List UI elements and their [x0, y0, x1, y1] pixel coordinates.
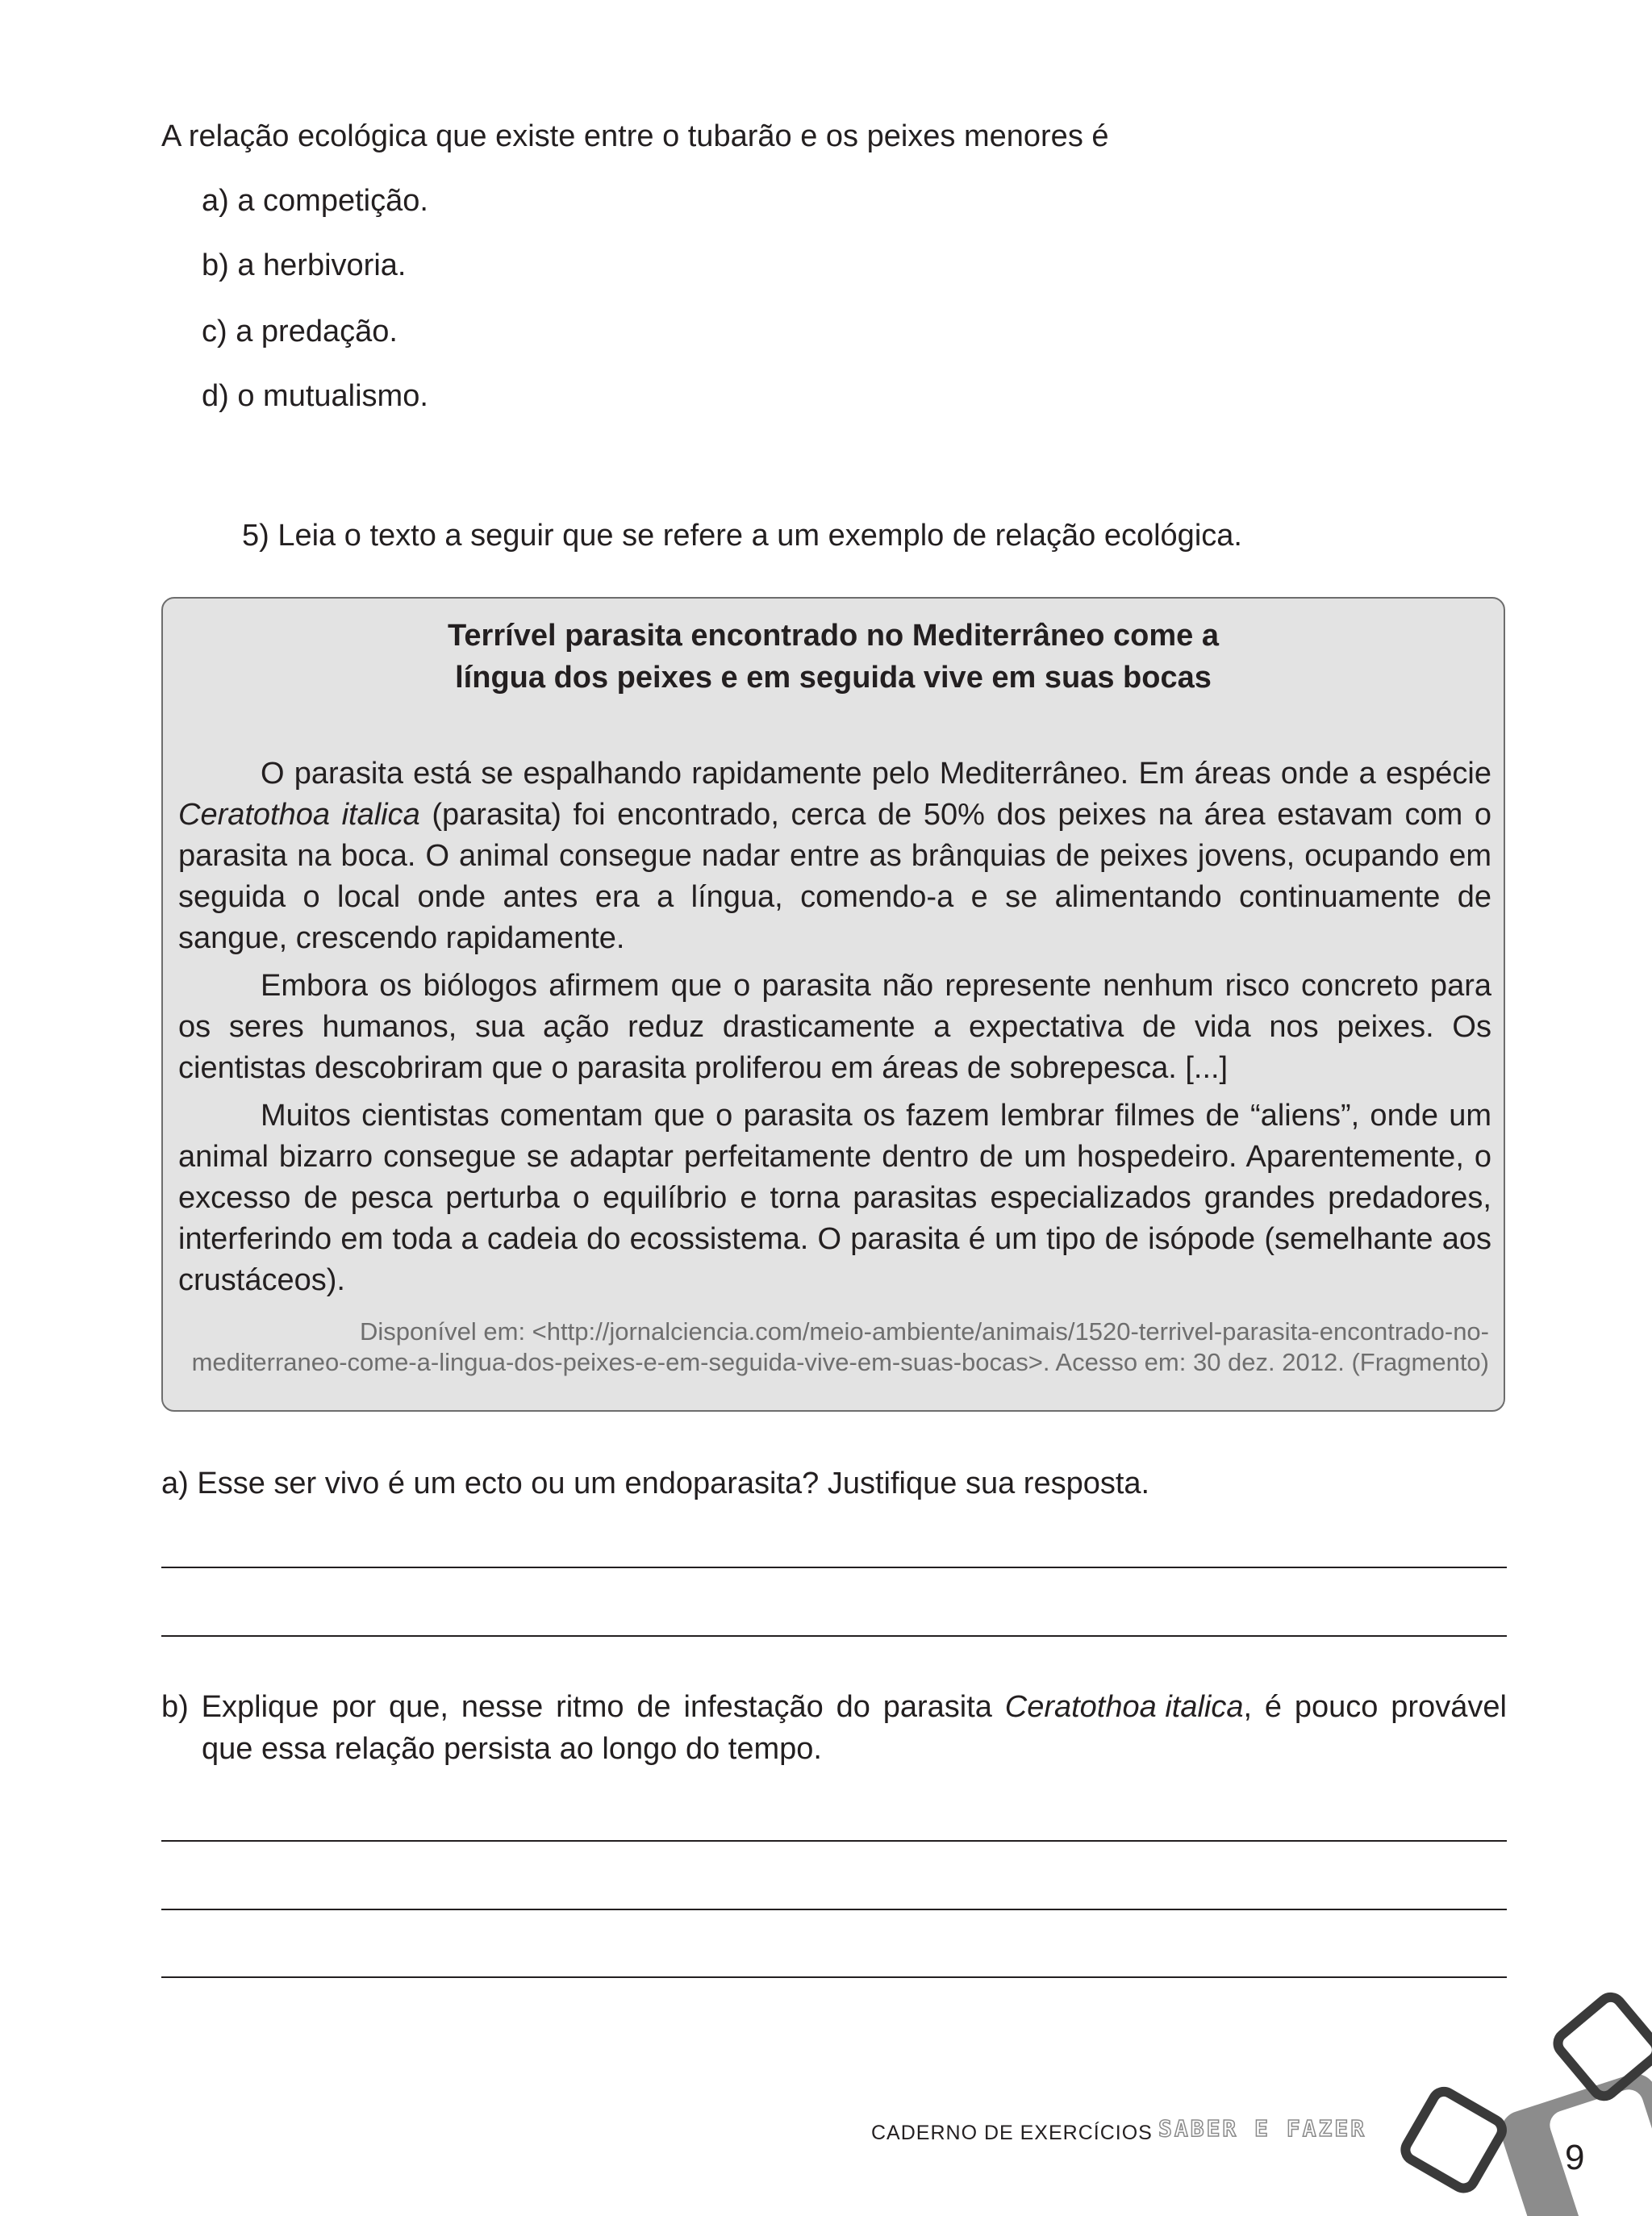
- item-b-species-group: [1005, 1686, 1252, 1728]
- answer-line-b-3: [161, 1976, 1507, 1978]
- option-a: a) a competição.: [202, 184, 428, 218]
- footer-brand-logo: SABER E FAZER: [1158, 2115, 1367, 2142]
- article-paragraph-2: Embora os biólogos afirmem que o parasita não represente nenhum risco concreto para os seres humanos, sua ação reduz drasticamente a expectativa de vida nos peixes. Os cientistas descobriram que o parasita proliferou em áreas de sobrepesca. [...]: [178, 969, 1491, 1085]
- item-b-word: pouco: [1294, 1690, 1379, 1724]
- option-d: d) o mutualismo.: [202, 379, 428, 413]
- article-source: [150, 1317, 1489, 1378]
- item-b-word: b): [161, 1690, 189, 1724]
- item-b-word: de: [636, 1690, 671, 1724]
- option-c: c) a predação.: [202, 315, 398, 348]
- answer-line-b-2: [161, 1909, 1507, 1910]
- item-b-line-1: [161, 1686, 1507, 1728]
- answer-line-a-2: [161, 1635, 1507, 1637]
- item-b-word: por: [332, 1690, 377, 1724]
- article-title: [163, 615, 1504, 699]
- answer-line-b-1: [161, 1840, 1507, 1842]
- article-paragraph-1-end: (parasita) foi encontrado, cerca de 50% dos peixes na área estavam com o parasita na boca. O animal consegue nadar entre as brânquias de peixes jovens, ocupando em seguida o local onde antes era a língua, comendo-a e se alimentando continuamente de sangue, crescendo rapidamente.: [178, 798, 1491, 955]
- item-a-question: a) Esse ser vivo é um ecto ou um endoparasita? Justifique sua resposta.: [161, 1467, 1150, 1500]
- question-5-prompt: 5) Leia o texto a seguir que se refere a um exemplo de relação ecológica.: [242, 519, 1242, 553]
- article-source-line-1: Disponível em: <http://jornalciencia.com/meio-ambiente/animais/1520-terrivel-parasita-encontrado-no-: [360, 1317, 1489, 1346]
- item-b-word: provável: [1391, 1690, 1507, 1724]
- item-b-word: ,: [1243, 1690, 1253, 1724]
- page-number: 9: [1565, 2138, 1585, 2177]
- article-body: [178, 753, 1491, 1308]
- item-b-word: do: [836, 1690, 870, 1724]
- item-b-question: [161, 1686, 1507, 1770]
- species-name: Ceratothoa italica: [1004, 1690, 1244, 1724]
- corner-square-left: [1401, 2088, 1506, 2193]
- footer-label: CADERNO DE EXERCÍCIOS: [871, 2122, 1153, 2144]
- option-b: b) a herbivoria.: [202, 248, 407, 282]
- item-b-word: Explique: [201, 1690, 319, 1724]
- corner-squares-decoration: [1395, 1984, 1652, 2216]
- item-b-word: nesse: [461, 1690, 544, 1724]
- answer-line-a-1: [161, 1567, 1507, 1568]
- item-b-word: que,: [389, 1690, 448, 1724]
- article-paragraph-3: Muitos cientistas comentam que o parasita os fazem lembrar filmes de “aliens”, onde um animal bizarro consegue se adaptar perfeitamente dentro de um hospedeiro. Aparentemente, o excesso de pesca perturba o equilíbrio e torna parasitas especializados grandes predadores, interferindo em toda a cadeia do ecossistema. O parasita é um tipo de isópode (semelhante aos crustáceos).: [178, 1099, 1491, 1297]
- item-b-word: ritmo: [556, 1690, 624, 1724]
- item-b-line-2: que essa relação persista ao longo do tempo.: [202, 1732, 822, 1766]
- article-source-line-2: mediterraneo-come-a-lingua-dos-peixes-e-em-seguida-vive-em-suas-bocas>. Acesso em: 30 dez. 2012. (Fragmento): [191, 1348, 1489, 1376]
- item-b-word: é: [1264, 1690, 1283, 1724]
- question-4-stem: A relação ecológica que existe entre o tubarão e os peixes menores é: [161, 119, 1109, 153]
- article-box: [161, 597, 1505, 1412]
- article-title-line-1: Terrível parasita encontrado no Mediterrâneo come a: [448, 619, 1219, 653]
- item-b-word: parasita: [882, 1690, 992, 1724]
- article-paragraph-1-start: O parasita está se espalhando rapidamente pelo Mediterrâneo. Em áreas onde a espécie: [261, 757, 1491, 791]
- species-name: Ceratothoa italica: [178, 798, 420, 832]
- article-paragraph-1: [178, 753, 1491, 959]
- article-title-line-2: língua dos peixes e em seguida vive em suas bocas: [455, 661, 1212, 695]
- item-b-word: infestação: [683, 1690, 824, 1724]
